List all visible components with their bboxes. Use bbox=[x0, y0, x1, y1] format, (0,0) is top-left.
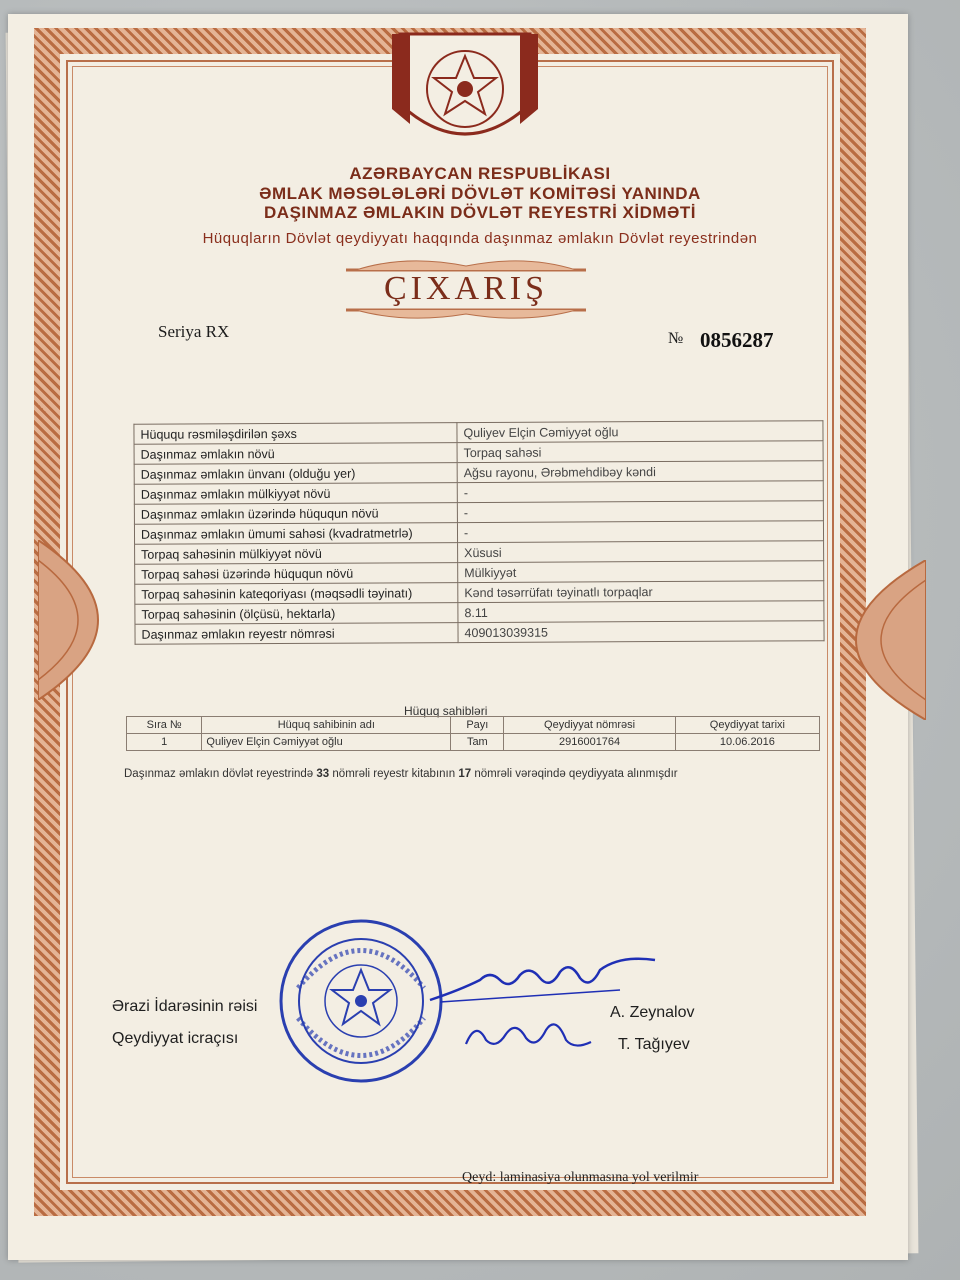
table-row bbox=[127, 734, 820, 751]
owners-header: Hüquq sahibinin adı bbox=[202, 717, 451, 734]
owners-header: Sıra № bbox=[127, 717, 202, 734]
document-title: ÇIXARIŞ bbox=[383, 270, 549, 307]
row-label: Daşınmaz əmlakın ünvanı (olduğu yer) bbox=[134, 463, 457, 485]
row-label: Daşınmaz əmlakın növü bbox=[134, 443, 457, 465]
lamination-note: Qeyd: laminasiya olunmasına yol verilmir bbox=[462, 1170, 699, 1185]
row-value: - bbox=[457, 521, 823, 543]
row-label: Daşınmaz əmlakın ümumi sahəsi (kvadratmetrlə) bbox=[134, 523, 457, 545]
owners-header: Qeydiyyat tarixi bbox=[675, 717, 819, 734]
registration-text: nömrəli vərəqində qeydiyyata alınmışdır bbox=[474, 768, 678, 780]
header-subtitle: Hüquqların Dövlət qeydiyyatı haqqında daşınmaz əmlakın Dövlət reyestrindən bbox=[202, 230, 758, 247]
row-label: Torpaq sahəsi üzərində hüququn növü bbox=[135, 563, 458, 585]
right-rosette-icon bbox=[836, 560, 926, 720]
registration-page-number: 17 bbox=[458, 768, 472, 780]
table-row bbox=[135, 621, 824, 645]
row-value: - bbox=[457, 501, 823, 523]
registration-text: Daşınmaz əmlakın dövlət reyestrində bbox=[124, 768, 314, 780]
row-value: Kənd təsərrüfatı təyinatlı torpaqlar bbox=[458, 581, 824, 603]
owners-header: Payı bbox=[451, 717, 504, 734]
row-label: Daşınmaz əmlakın reyestr nömrəsi bbox=[135, 623, 458, 645]
row-label: Daşınmaz əmlakın üzərində hüququn növü bbox=[134, 503, 457, 525]
row-label: Daşınmaz əmlakın mülkiyyət növü bbox=[134, 483, 457, 505]
signature-2-icon bbox=[456, 1010, 596, 1054]
row-label: Torpaq sahəsinin (ölçüsü, hektarla) bbox=[135, 603, 458, 625]
series-label: Seriya RX bbox=[158, 322, 230, 341]
row-value: Quliyev Elçin Cəmiyyət oğlu bbox=[457, 421, 823, 443]
registration-book-number: 33 bbox=[316, 768, 330, 780]
header-committee: ƏMLAK MƏSƏLƏLƏRİ DÖVLƏT KOMİTƏSİ YANINDA bbox=[259, 184, 701, 203]
row-value: Mülkiyyət bbox=[458, 561, 824, 583]
header-country: AZƏRBAYCAN RESPUBLİKASI bbox=[349, 164, 611, 183]
row-value: 8.11 bbox=[458, 601, 824, 623]
owners-cell: Quliyev Elçin Cəmiyyət oğlu bbox=[202, 734, 451, 751]
owners-cell: 1 bbox=[127, 734, 202, 751]
left-rosette-icon bbox=[38, 540, 108, 700]
registration-text: nömrəli reyestr kitabının bbox=[332, 768, 456, 780]
signatory-title-2: Qeydiyyat icraçısı bbox=[112, 1030, 239, 1047]
signature-1-icon bbox=[420, 950, 660, 1010]
row-value: Xüsusi bbox=[458, 541, 824, 563]
row-value: Torpaq sahəsi bbox=[457, 441, 823, 463]
row-label: Hüququ rəsmiləşdirilən şəxs bbox=[134, 423, 457, 445]
owners-header-row bbox=[127, 717, 820, 734]
signatory-name-2: T. Tağıyev bbox=[618, 1036, 690, 1053]
signatory-title-1: Ərazi İdarəsinin rəisi bbox=[112, 998, 258, 1015]
owners-table bbox=[126, 716, 820, 751]
signatory-name-1: A. Zeynalov bbox=[610, 1004, 695, 1021]
row-value: Ağsu rayonu, Ərəbmehdibəy kəndi bbox=[457, 461, 823, 483]
number-label: № bbox=[668, 330, 684, 347]
owners-cell: 10.06.2016 bbox=[675, 734, 819, 751]
property-info-table bbox=[133, 420, 824, 645]
row-label: Torpaq sahəsinin mülkiyyət növü bbox=[135, 543, 458, 565]
owners-title: Hüquq sahibləri bbox=[404, 704, 488, 718]
document-number: 0856287 bbox=[700, 328, 774, 352]
registration-statement bbox=[124, 768, 678, 780]
header-service: DAŞINMAZ ƏMLAKIN DÖVLƏT REYESTRİ XİDMƏTİ bbox=[264, 203, 696, 222]
row-value: 409013039315 bbox=[458, 621, 824, 643]
row-label: Torpaq sahəsinin kateqoriyası (məqsədli təyinatı) bbox=[135, 583, 458, 605]
owners-header: Qeydiyyat nömrəsi bbox=[504, 717, 675, 734]
row-value: - bbox=[457, 481, 823, 503]
owners-cell: Tam bbox=[451, 734, 504, 751]
owners-cell: 2916001764 bbox=[504, 734, 675, 751]
emblem-ribbon-icon bbox=[390, 14, 540, 154]
